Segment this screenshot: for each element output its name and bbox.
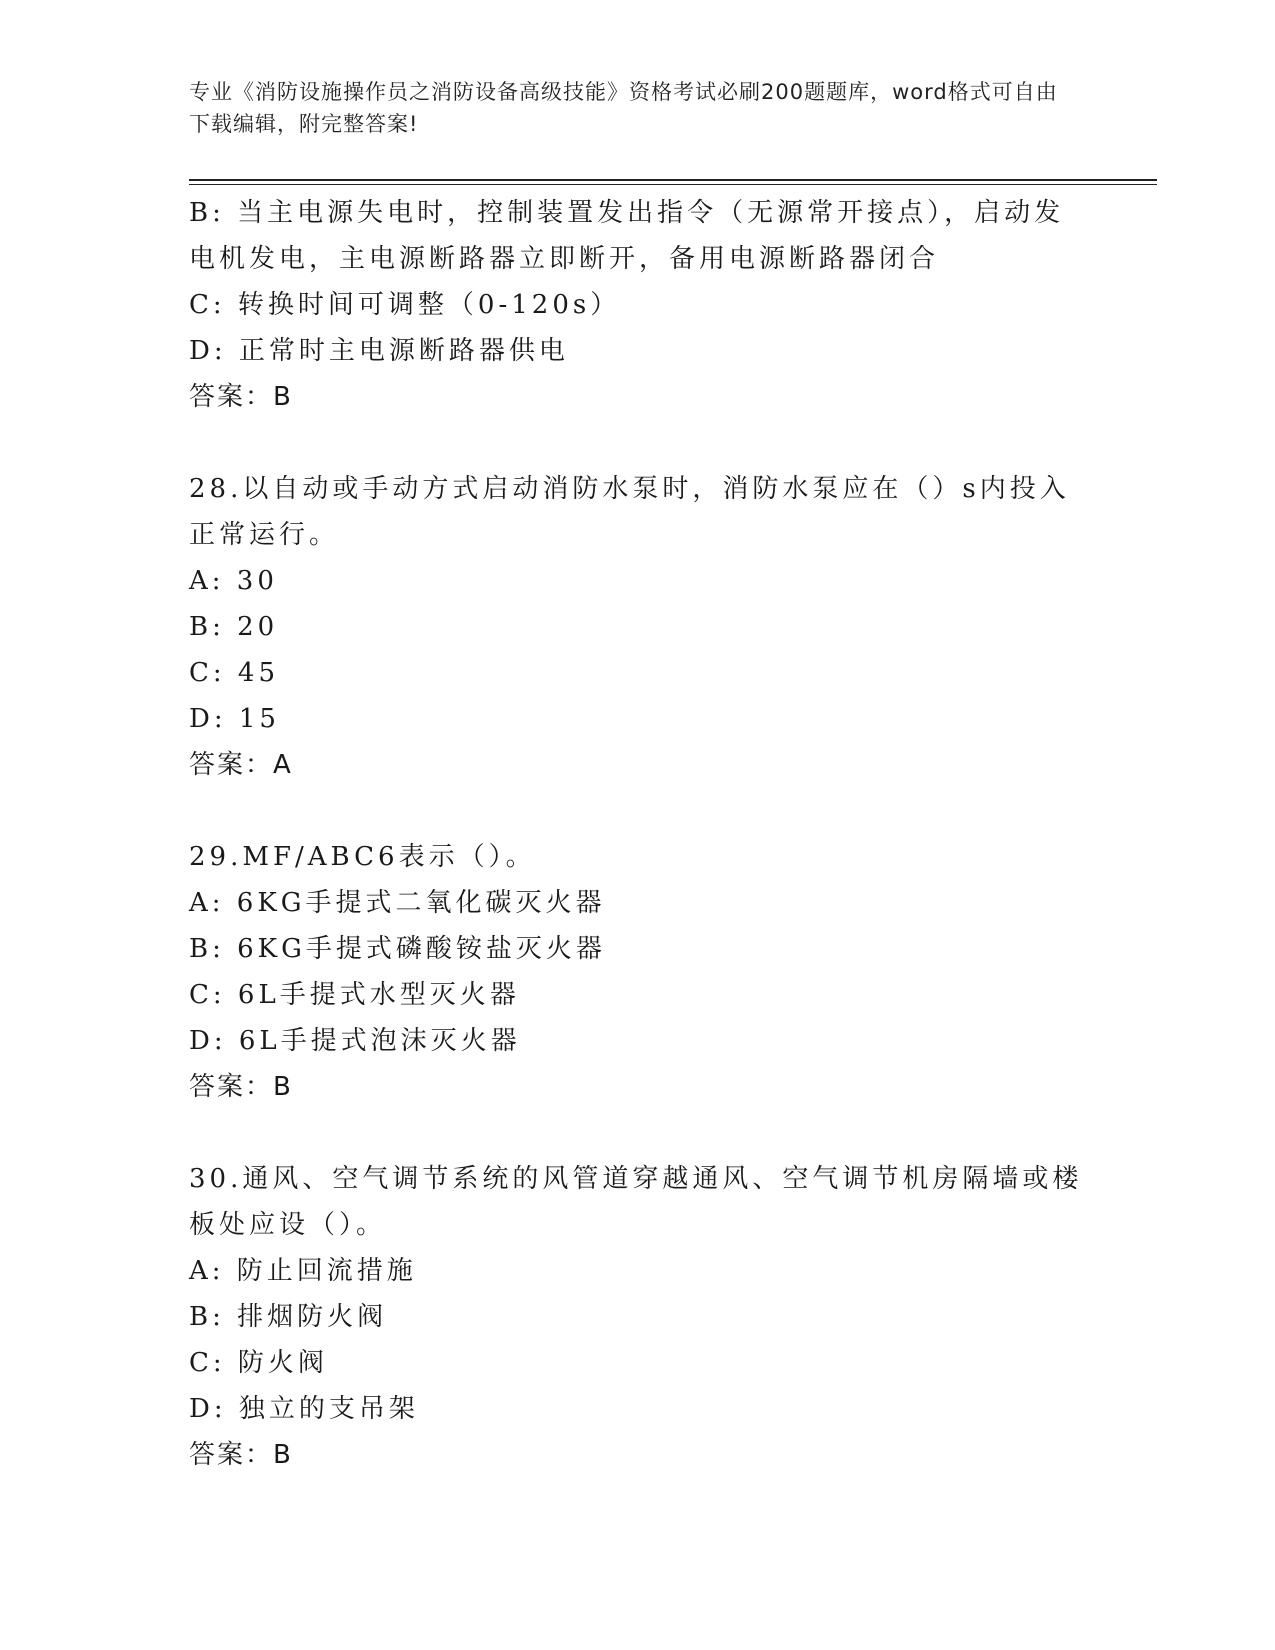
option-b: B: 6KG手提式磷酸铵盐灭火器 — [189, 934, 606, 964]
answer-line: 答案：B — [189, 382, 293, 412]
option-b: B: 当主电源失电时，控制装置发出指令（无源常开接点），启动发电机发电，主电源断路器立即断开，备用电源断路器闭合 — [189, 198, 1065, 274]
prev-question-block — [189, 190, 1089, 420]
question-stem: 28.以自动或手动方式启动消防水泵时，消防水泵应在（）s内投入正常运行。 — [189, 474, 1070, 550]
option-a: A: 防止回流措施 — [189, 1256, 417, 1286]
option-b: B: 排烟防火阀 — [189, 1302, 388, 1332]
spacer — [189, 420, 1089, 466]
question-stem: 29.MF/ABC6表示（）。 — [189, 842, 536, 872]
page-header-title: 专业《消防设施操作员之消防设备高级技能》资格考试必刷200题题库，word格式可自由下载编辑，附完整答案! — [189, 80, 1058, 136]
answer-line: 答案：B — [189, 1440, 293, 1470]
answer-line: 答案：B — [189, 1072, 293, 1102]
spacer — [189, 1110, 1089, 1156]
header-divider-thick — [189, 179, 1157, 181]
option-a: A: 6KG手提式二氧化碳灭火器 — [189, 888, 606, 918]
option-c: C: 转换时间可调整（0-120s） — [189, 290, 621, 320]
option-b: B: 20 — [189, 612, 279, 642]
option-c: C: 45 — [189, 658, 280, 688]
answer-line: 答案：A — [189, 750, 293, 780]
option-d: D: 6L手提式泡沫灭火器 — [189, 1026, 521, 1056]
question-block-28 — [189, 466, 1089, 788]
option-d: D: 正常时主电源断路器供电 — [189, 336, 569, 366]
option-c: C: 6L手提式水型灭火器 — [189, 980, 520, 1010]
option-d: D: 15 — [189, 704, 280, 734]
header-divider-thin — [189, 184, 1157, 185]
spacer — [189, 788, 1089, 834]
option-a: A: 30 — [189, 566, 278, 596]
option-d: D: 独立的支吊架 — [189, 1394, 419, 1424]
question-content — [189, 190, 1089, 1478]
question-block-29 — [189, 834, 1089, 1110]
option-c: C: 防火阀 — [189, 1348, 328, 1378]
question-block-30 — [189, 1156, 1089, 1478]
question-stem: 30.通风、空气调节系统的风管道穿越通风、空气调节机房隔墙或楼板处应设（）。 — [189, 1164, 1083, 1240]
